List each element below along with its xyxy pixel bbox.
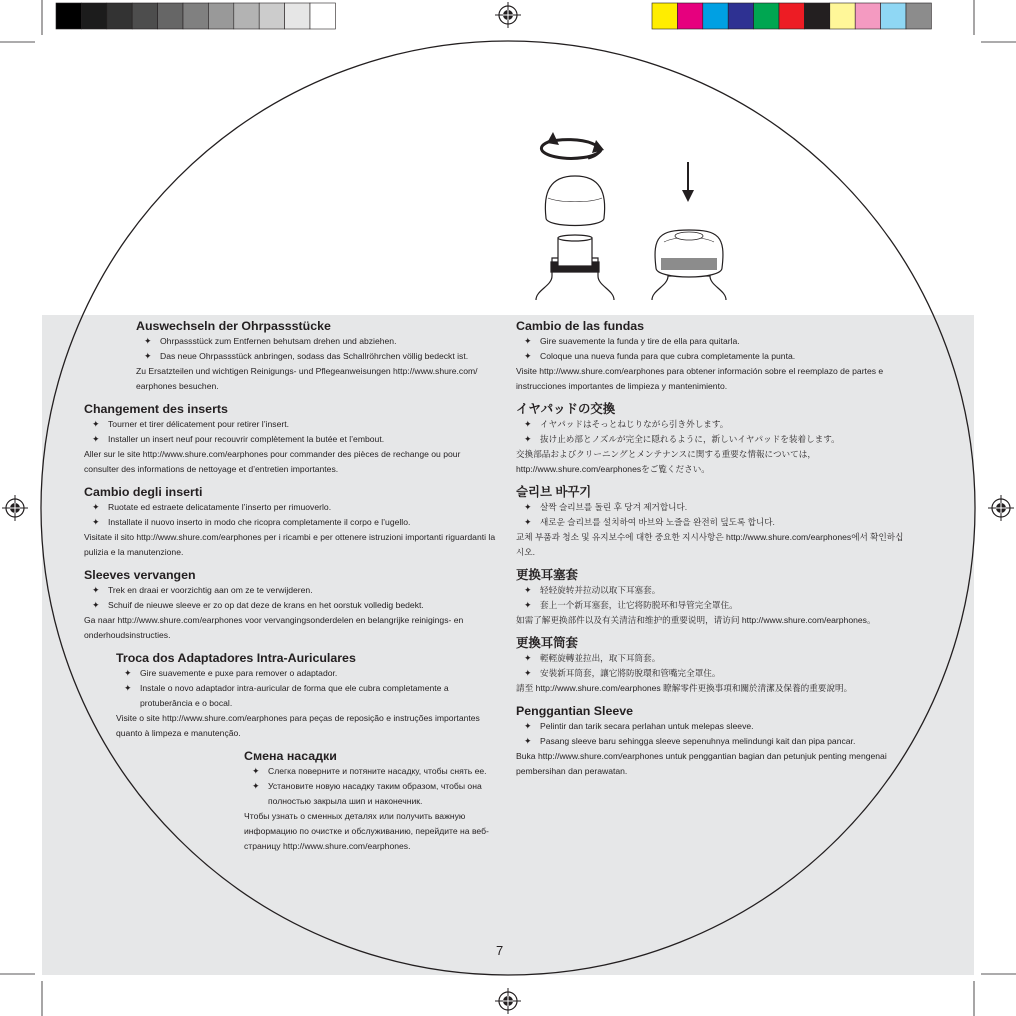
- bullet-step: ✦ 套上一个新耳塞套，让它将防脱环和导管完全罩住。: [516, 598, 911, 613]
- support-note: Visitate il sito http://www.shure.com/earphones per i ricambi e per ottenere istruzioni importanti riguardanti la pulizia e la manutenzione.: [84, 532, 496, 557]
- section-title: Troca dos Adaptadores Intra-Auriculares: [116, 651, 356, 665]
- instruction-section: [516, 567, 911, 628]
- bullet-step: ✦ Coloque una nueva funda para que cubra completamente la punta.: [516, 349, 911, 364]
- support-note: Visite o site http://www.shure.com/earphones para peças de reposição e instruções importantes quanto à limpeza e manutenção.: [116, 713, 480, 738]
- bullet-step: ✦ 安裝新耳筒套，讓它將防脫環和管嘴完全罩住。: [516, 666, 911, 681]
- instruction-section: [516, 703, 911, 779]
- instruction-section: [136, 318, 496, 394]
- right-text-column: [516, 318, 911, 786]
- section-title: 슬리브 바꾸기: [516, 485, 592, 499]
- bullet-step: ✦ Ruotate ed estraete delicatamente l’inserto per rimuoverlo.: [84, 500, 496, 515]
- instruction-section: [516, 484, 911, 560]
- left-text-column: [84, 318, 496, 861]
- bullet-step: ✦ 새로운 슬리브를 설치하여 바브와 노즐을 완전히 덮도록 합니다.: [516, 515, 911, 530]
- section-title: Sleeves vervangen: [84, 568, 196, 582]
- bullet-step: ✦ Installate il nuovo inserto in modo che ricopra completamente il corpo e l’ugello.: [84, 515, 496, 530]
- support-note: 교체 부품과 청소 및 유지보수에 대한 중요한 지시사항은 http://www.shure.com/earphones에서 확인하십시오.: [516, 532, 904, 557]
- bullet-step: ✦ Schuif de nieuwe sleeve er zo op dat deze de krans en het oorstuk volledig bedekt.: [84, 598, 496, 613]
- section-title: Changement des inserts: [84, 402, 228, 416]
- sleeve-installed-illustration: [652, 230, 726, 300]
- support-note: 如需了解更换部件以及有关清洁和维护的重要说明，请访问 http://www.shure.com/earphones。: [516, 615, 876, 625]
- section-title: Cambio degli inserti: [84, 485, 203, 499]
- bullet-step: ✦ Установите новую насадку таким образом, чтобы она полностью закрыла шип и наконечник.: [244, 779, 496, 809]
- section-title: Penggantian Sleeve: [516, 704, 634, 718]
- section-title: イヤパッドの交換: [516, 402, 616, 416]
- bullet-step: ✦ 살짝 슬리브를 돌린 후 당겨 제거합니다.: [516, 500, 911, 515]
- support-note: Чтобы узнать о сменных деталях или получить важную информацию по очистке и обслуживанию, перейдите на веб-страницу http://www.shure.com/earphones.: [244, 811, 489, 851]
- instruction-section: [84, 567, 496, 643]
- bullet-step: ✦ Слегка поверните и потяните насадку, чтобы снять ее.: [244, 764, 496, 779]
- instruction-section: [116, 650, 496, 741]
- bullet-step: ✦ Gire suavemente e puxe para remover o adaptador.: [116, 666, 496, 681]
- section-title: Auswechseln der Ohrpassstücke: [136, 319, 331, 333]
- section-title: 更換耳筒套: [516, 636, 578, 650]
- page-number: 7: [496, 943, 504, 958]
- support-note: Zu Ersatzteilen und wichtigen Reinigungs- und Pflegeanweisungen http://www.shure.com/ earphones besuchen.: [136, 366, 478, 391]
- instruction-section: [516, 318, 911, 394]
- bullet-step: ✦ 轻轻旋转并拉动以取下耳塞套。: [516, 583, 911, 598]
- bullet-step: ✦ 抜け止め部とノズルが完全に隠れるように，新しいイヤパッドを装着します。: [516, 432, 911, 447]
- bullet-step: ✦ 輕輕旋轉並拉出，取下耳筒套。: [516, 651, 911, 666]
- support-note: 請至 http://www.shure.com/earphones 瞭解零件更換事項和關於清潔及保養的重要說明。: [516, 683, 853, 693]
- section-title: Cambio de las fundas: [516, 319, 645, 333]
- support-note: Ga naar http://www.shure.com/earphones voor vervangingsonderdelen en belangrijke reinigings- en onderhoudsinstructies.: [84, 615, 464, 640]
- bullet-step: ✦ Pasang sleeve baru sehingga sleeve sepenuhnya melindungi kait dan pipa pancar.: [516, 734, 911, 749]
- instruction-section: [84, 401, 496, 477]
- bullet-step: ✦ Das neue Ohrpassstück anbringen, sodass das Schallröhrchen völlig bedeckt ist.: [136, 349, 496, 364]
- bullet-step: ✦ Pelintir dan tarik secara perlahan untuk melepas sleeve.: [516, 719, 911, 734]
- support-note: Buka http://www.shure.com/earphones untuk penggantian bagian dan petunjuk penting mengenai pembersihan dan perawatan.: [516, 751, 887, 776]
- bullet-step: ✦ Instale o novo adaptador intra-auricular de forma que ele cubra completamente a protuberância e o bocal.: [116, 681, 496, 711]
- bullet-step: ✦ Ohrpassstück zum Entfernen behutsam drehen und abziehen.: [136, 334, 496, 349]
- support-note: 交換部品およびクリーニングとメンテナンスに関する重要な情報については， http://www.shure.com/earphonesをご覧ください。: [516, 449, 816, 474]
- bullet-step: ✦ Trek en draai er voorzichtig aan om ze te verwijderen.: [84, 583, 496, 598]
- bullet-step: ✦ イヤパッドはそっとねじりながら引き外します。: [516, 417, 911, 432]
- support-note: Aller sur le site http://www.shure.com/earphones pour commander des pièces de rechange ou pour consulter des informations de nettoyage et d’entretien importantes.: [84, 449, 461, 474]
- instruction-section: [244, 748, 496, 854]
- section-title: 更换耳塞套: [516, 568, 578, 582]
- section-title: Смена насадки: [244, 749, 337, 763]
- support-note: Visite http://www.shure.com/earphones para obtener información sobre el reemplazo de partes e instrucciones importantes de limpieza y mantenimiento.: [516, 366, 884, 391]
- instruction-section: [516, 401, 911, 477]
- instruction-section: [516, 635, 911, 696]
- bullet-step: ✦ Tourner et tirer délicatement pour retirer l’insert.: [84, 417, 496, 432]
- instruction-section: [84, 484, 496, 560]
- bullet-step: ✦ Gire suavemente la funda y tire de ella para quitarla.: [516, 334, 911, 349]
- bullet-step: ✦ Installer un insert neuf pour recouvrir complètement la butée et l’embout.: [84, 432, 496, 447]
